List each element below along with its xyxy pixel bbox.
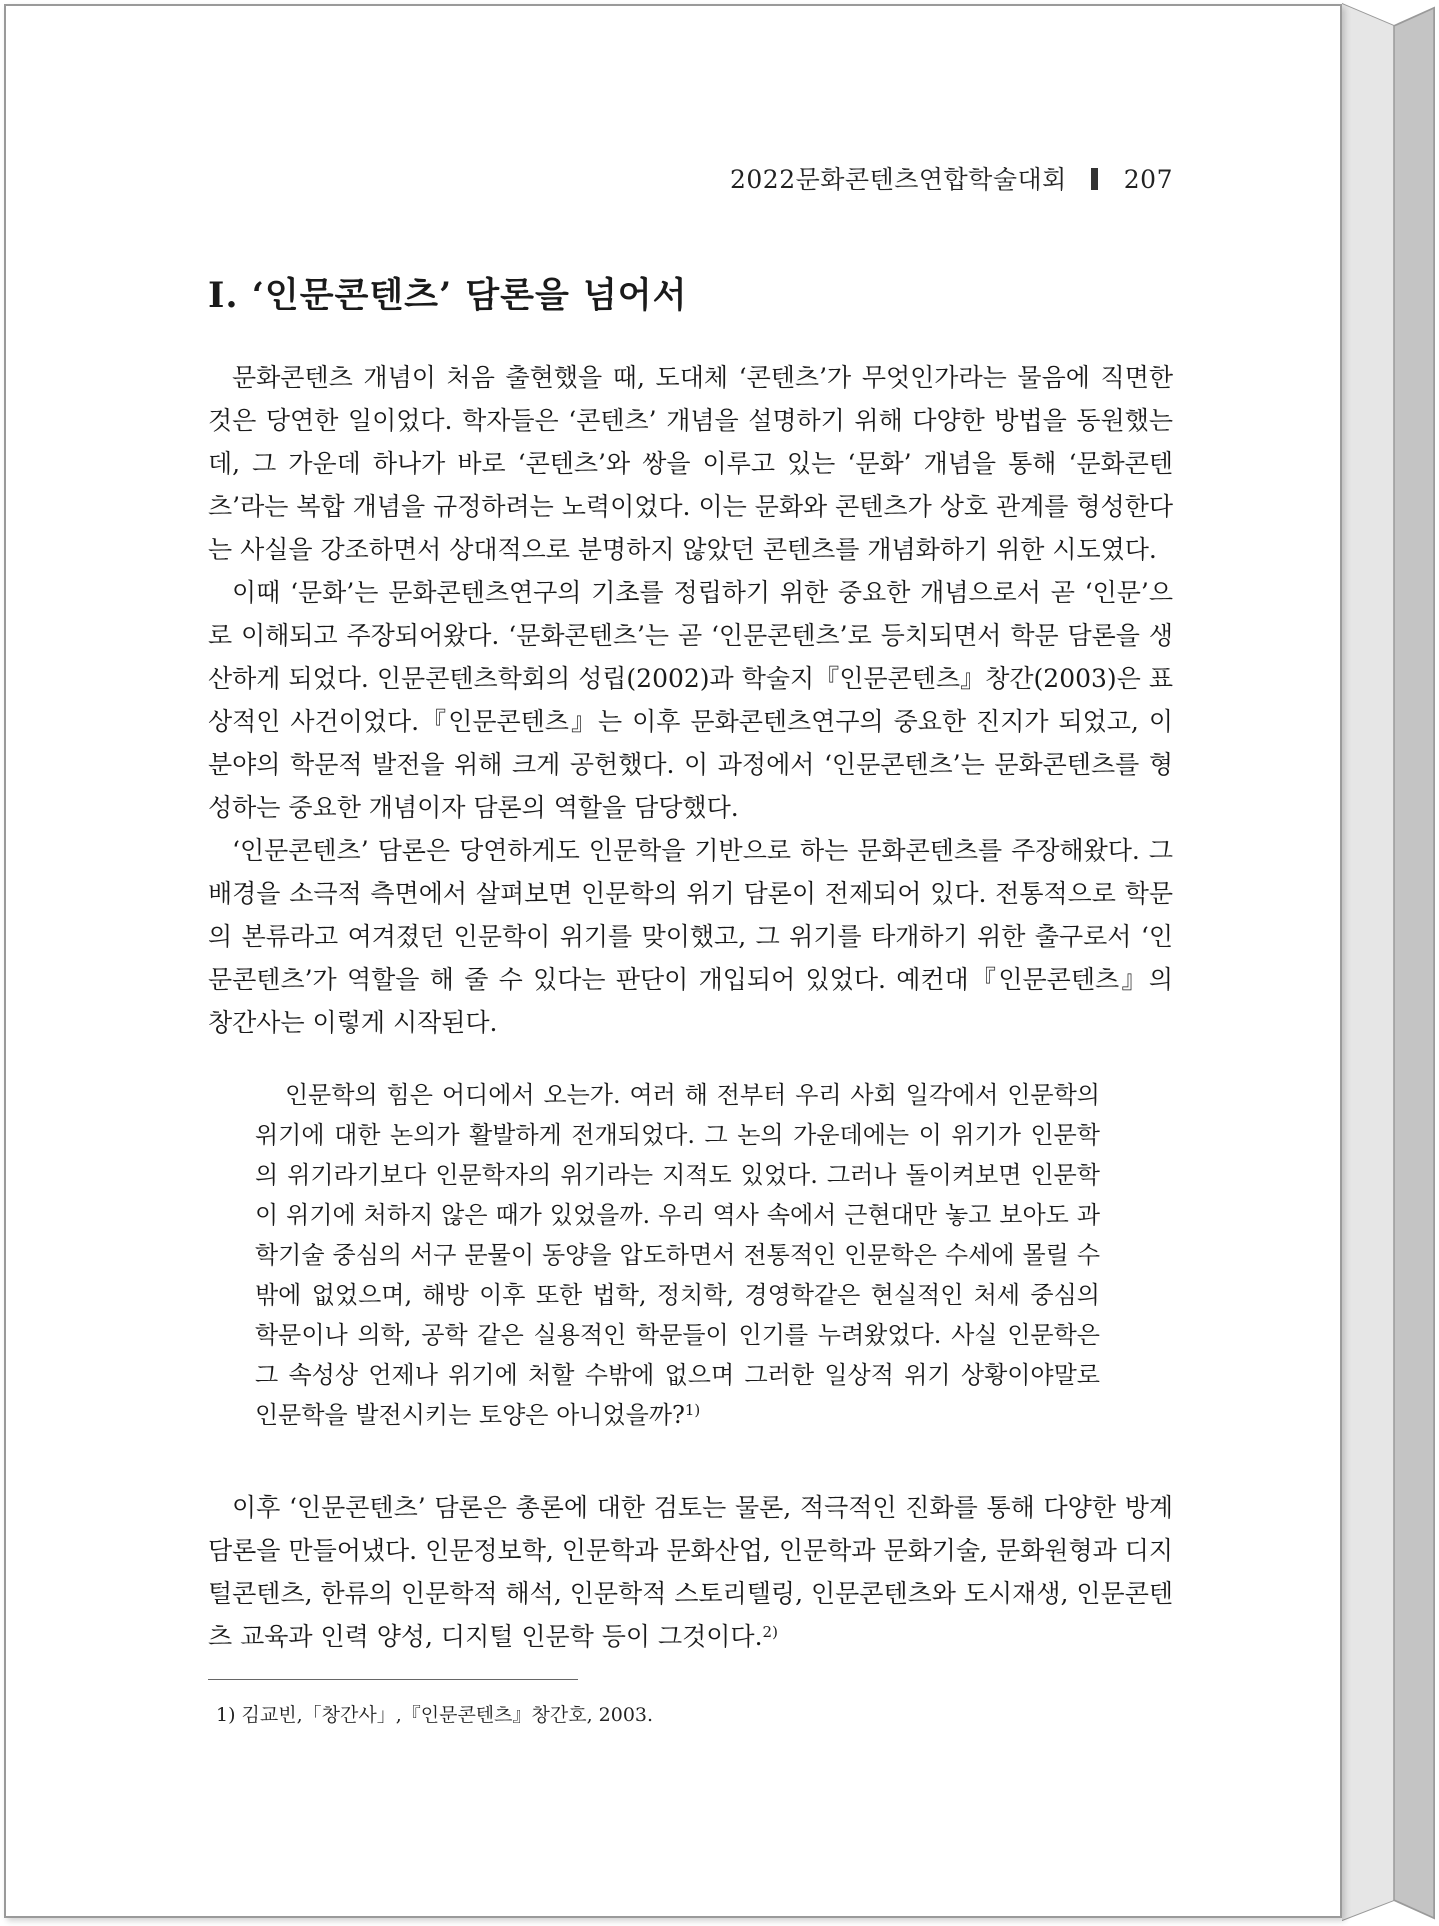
footnote: 1) 김교빈,「창간사」,『인문콘텐츠』창간호, 2003.	[216, 1704, 654, 1726]
footnote-marker-2: 2)	[762, 1623, 778, 1641]
paragraph-4: 이후 ‘인문콘텐츠’ 담론은 총론에 대한 검토는 물론, 적극적인 진화를 통해 다양한 방계 담론을 만들어냈다. 인문정보학, 인문학과 문화산업, 인문학과 문화기술, 문화원형과 디지털콘텐츠, 한류의 인문학적 해석, 인문학적 스토리텔링, 인문콘텐츠와 도시재생, 인문콘텐츠 교육과 인력 양성, 디지털 인문학 등이 그것이다.$^{2)}$	[208, 1493, 1173, 1651]
header-separator	[1091, 168, 1098, 190]
section-heading: Ⅰ. ‘인문콘텐츠’ 담론을 넘어서	[208, 275, 688, 316]
block-quote	[255, 1075, 1100, 1435]
page-edge-stack	[1342, 0, 1437, 1926]
running-title: 2022문화콘텐츠연합학술대회	[730, 165, 1067, 194]
body-text-lower	[208, 1486, 1173, 1658]
footnote-marker-1: 1)	[684, 1401, 701, 1419]
paragraph-3: ‘인문콘텐츠’ 담론은 당연하게도 인문학을 기반으로 하는 문화콘텐츠를 주장해왔다. 그 배경을 소극적 측면에서 살펴보면 인문학의 위기 담론이 전제되어 있다. 전통적으로 학문의 본류라고 여겨졌던 인문학이 위기를 맞이했고, 그 위기를 타개하기 위한 출구로서 ‘인문콘텐츠’가 역할을 해 줄 수 있다는 판단이 개입되어 있었다. 예컨대『인문콘텐츠』의 창간사는 이렇게 시작된다.	[208, 836, 1173, 1037]
quote-text: 인문학의 힘은 어디에서 오는가. 여러 해 전부터 우리 사회 일각에서 인문학의 위기에 대한 논의가 활발하게 전개되었다. 그 논의 가운데에는 이 위기가 인문학의 위기라기보다 인문학자의 위기라는 지적도 있었다. 그러나 돌이켜보면 인문학이 위기에 처하지 않은 때가 있었을까. 우리 역사 속에서 근현대만 놓고 보아도 과학기술 중심의 서구 문물이 동양을 압도하면서 전통적인 인문학은 수세에 몰릴 수밖에 없었으며, 해방 이후 또한 법학, 정치학, 경영학같은 현실적인 처세 중심의 학문이나 의학, 공학 같은 실용적인 학문들이 인기를 누려왔었다. 사실 인문학은 그 속성상 언제나 위기에 처할 수밖에 없으며 그러한 일상적 위기 상황이야말로 인문학을 발전시키는 토양은 아니었을까?$^{1)}$	[255, 1081, 1100, 1429]
page-number: 207	[1123, 165, 1173, 194]
paragraph-2: 이때 ‘문화’는 문화콘텐츠연구의 기초를 정립하기 위한 중요한 개념으로서 곧 ‘인문’으로 이해되고 주장되어왔다. ‘문화콘텐츠’는 곧 ‘인문콘텐츠’로 등치되면서 학문 담론을 생산하게 되었다. 인문콘텐츠학회의 성립(2002)과 학술지『인문콘텐츠』창간(2003)은 표상적인 사건이었다.『인문콘텐츠』는 이후 문화콘텐츠연구의 중요한 진지가 되었고, 이 분야의 학문적 발전을 위해 크게 공헌했다. 이 과정에서 ‘인문콘텐츠’는 문화콘텐츠를 형성하는 중요한 개념이자 담론의 역할을 담당했다.	[208, 578, 1173, 822]
paragraph-1: 문화콘텐츠 개념이 처음 출현했을 때, 도대체 ‘콘텐츠’가 무엇인가라는 물음에 직면한 것은 당연한 일이었다. 학자들은 ‘콘텐츠’ 개념을 설명하기 위해 다양한 방법을 동원했는데, 그 가운데 하나가 바로 ‘콘텐츠’와 쌍을 이루고 있는 ‘문화’ 개념을 통해 ‘문화콘텐츠’라는 복합 개념을 규정하려는 노력이었다. 이는 문화와 콘텐츠가 상호 관계를 형성한다는 사실을 강조하면서 상대적으로 분명하지 않았던 콘텐츠를 개념화하기 위한 시도였다.	[208, 363, 1173, 564]
body-text-upper	[208, 356, 1173, 1044]
footnote-divider	[208, 1679, 578, 1680]
running-header	[730, 160, 1173, 196]
